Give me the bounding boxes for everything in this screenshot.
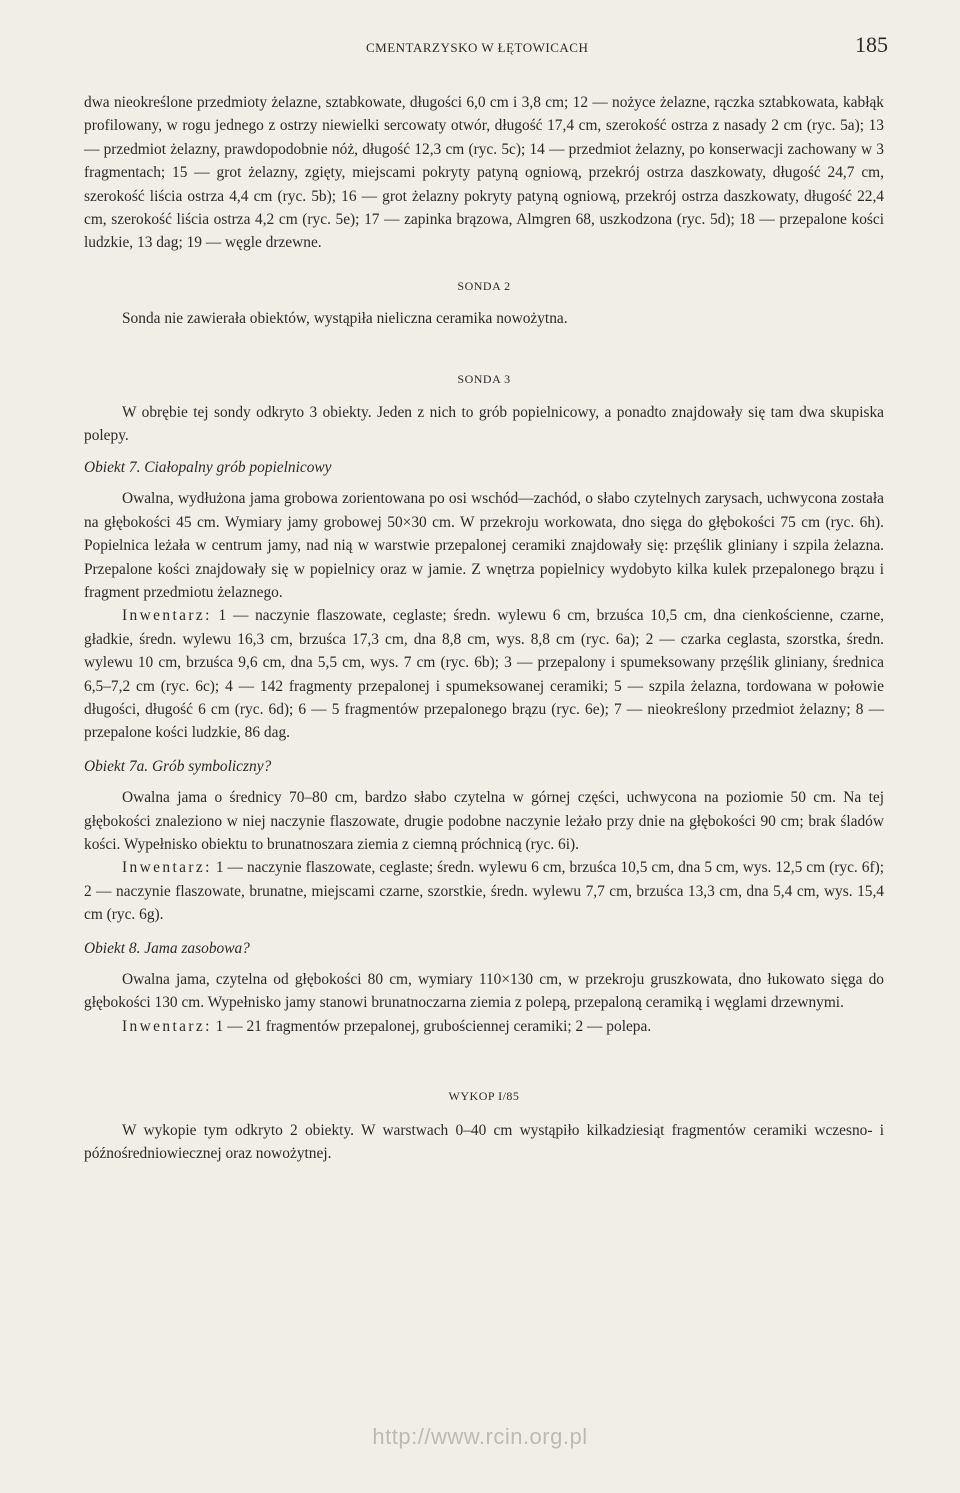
obiekt7a-inventory bbox=[84, 856, 884, 926]
obiekt8-inventory-text: 1 — 21 fragmentów przepalonej, grubościennej ceramiki; 2 — polepa. bbox=[215, 1017, 652, 1035]
inventory-label: Inwentarz: bbox=[122, 607, 212, 625]
obiekt7-text: Owalna, wydłużona jama grobowa zorientowana po osi wschód—zachód, o słabo czytelnych zarysach, uchwycona została na głębokości 45 cm. Wymiary jamy grobowej 50×30 cm. W przekroju workowata, dno sięga do głębokości 75 cm (ryc. 6h). Popielnica leżała w centrum jamy, nad nią w warstwie przepalonej ceramiki znajdowały się: przęślik gliniany i szpila żelazna. Przepalone kości znajdowały się w popielnicy oraz w jamie. Z wnętrza popielnicy wydobyto kilka kulek przepalonego brązu i fragment przedmiotu żelaznego. bbox=[84, 490, 884, 601]
sonda2-text: Sonda nie zawierała obiektów, wystąpiła nieliczna ceramika nowożytna. bbox=[122, 310, 568, 328]
inventory-label: Inwentarz: bbox=[122, 1017, 212, 1035]
page-body bbox=[84, 91, 884, 1165]
obiekt7-inventory bbox=[84, 604, 884, 744]
obiekt8-inventory bbox=[84, 1015, 884, 1038]
obiekt7a-text: Owalna jama o średnicy 70–80 cm, bardzo słabo czytelna w górnej części, uchwycona na poziomie 50 cm. Na tej głębokości znaleziono w niej naczynie flaszowate, drugie podobne naczynie leżało przy dnie na głębokości 90 cm; brak śladów kości. Wypełnisko obiektu to brunatnoszara ziemia z ciemną próchnicą (ryc. 6i). bbox=[84, 789, 884, 853]
obiekt7-heading: Obiekt 7. Ciałopalny grób popielnicowy bbox=[84, 458, 332, 476]
footer-url: http://www.rcin.org.pl bbox=[372, 1424, 588, 1449]
obiekt8-text: Owalna jama, czytelna od głębokości 80 cm, wymiary 110×130 cm, w przekroju gruszkowata, dno łukowato sięga do głębokości 130 cm. Wypełnisko jamy stanowi brunatnoczarna ziemia z polepą, przepaloną ceramiką i węglami drzewnymi. bbox=[84, 971, 884, 1012]
obiekt7a-inventory-text: 1 — naczynie flaszowate, ceglaste; średn. wylewu 6 cm, brzuśca 10,5 cm, dna 5 cm, wys. 12,5 cm (ryc. 6f); 2 — naczynie flaszowate, brunatne, miejscami czarne, szorstkie, średn. wylewu 7,7 cm, brzuśca 13,3 cm, dna 5,4 cm, wys. 15,4 cm (ryc. 6g). bbox=[84, 859, 884, 924]
page-header bbox=[0, 30, 960, 70]
inventory-label: Inwentarz: bbox=[122, 859, 212, 877]
sonda2-heading: SONDA 2 bbox=[457, 278, 511, 293]
page-number: 185 bbox=[855, 32, 888, 57]
obiekt8-heading: Obiekt 8. Jama zasobowa? bbox=[84, 939, 250, 957]
obiekt7-inventory-text: 1 — naczynie flaszowate, ceglaste; średn. wylewu 6 cm, brzuśca 10,5 cm, dna cienkościenne, czarne, gładkie, średn. wylewu 16,3 cm, brzuśca 17,3 cm, dna 8,8 cm, wys. 8,8 cm (ryc. 6a); 2 — czarka ceglasta, szorstka, średn. wylewu 10 cm, brzuśca 9,6 cm, dna 5,5 cm, wys. 7 cm (ryc. 6b); 3 — przepalony i spumeksowany przęślik gliniany, średnica 6,5–7,2 cm (ryc. 6c); 4 — 142 fragmenty przepalonej i spumeksowanej ceramiki; 5 — szpila żelazna, tordowana w połowie długości, długość 6 cm (ryc. 6d); 6 — 5 fragmentów przepalonego brązu (ryc. 6e); 7 — nieokreślony przedmiot żelazny; 8 — przepalone kości ludzkie, 86 dag. bbox=[84, 607, 884, 742]
sonda3-heading: SONDA 3 bbox=[457, 371, 511, 386]
intro-paragraph: dwa nieokreślone przedmioty żelazne, sztabkowate, długości 6,0 cm i 3,8 cm; 12 — nożyce żelazne, rączka sztabkowata, kabłąk profilowany, w rogu jednego z ostrzy niewielki sercowaty otwór, długość 17,4 cm, szerokość ostrza z nasady 2 cm (ryc. 5a); 13 — przedmiot żelazny, prawdopodobnie nóż, długość 12,3 cm (ryc. 5c); 14 — przedmiot żelazny, po konserwacji zachowany w 3 fragmentach; 15 — grot żelazny, zgięty, miejscami pokryty patyną ogniową, przekrój ostrza daszkowaty, długość 24,7 cm, szerokość liścia ostrza 4,4 cm (ryc. 5b); 16 — grot żelazny pokryty patyną ogniową, przekrój ostrza daszkowaty, długość 22,4 cm, szerokość liścia ostrza 4,2 cm (ryc. 5e); 17 — zapinka brązowa, Almgren 68, uszkodzona (ryc. 5d); 18 — przepalone kości ludzkie, 13 dag; 19 — węgle drzewne. bbox=[84, 94, 884, 252]
obiekt7a-heading: Obiekt 7a. Grób symboliczny? bbox=[84, 757, 272, 775]
running-head: CMENTARZYSKO W ŁĘTOWICACH bbox=[366, 40, 589, 55]
wykop-heading: WYKOP I/85 bbox=[448, 1089, 520, 1104]
wykop-text: W wykopie tym odkryto 2 obiekty. W warstwach 0–40 cm wystąpiło kilkadziesiąt fragmentów ceramiki wczesno- i późnośredniowiecznej oraz nowożytnej. bbox=[84, 1121, 884, 1163]
sonda3-text: W obrębie tej sondy odkryto 3 obiekty. Jeden z nich to grób popielnicowy, a ponadto znajdowały się tam dwa skupiska polepy. bbox=[84, 404, 884, 445]
